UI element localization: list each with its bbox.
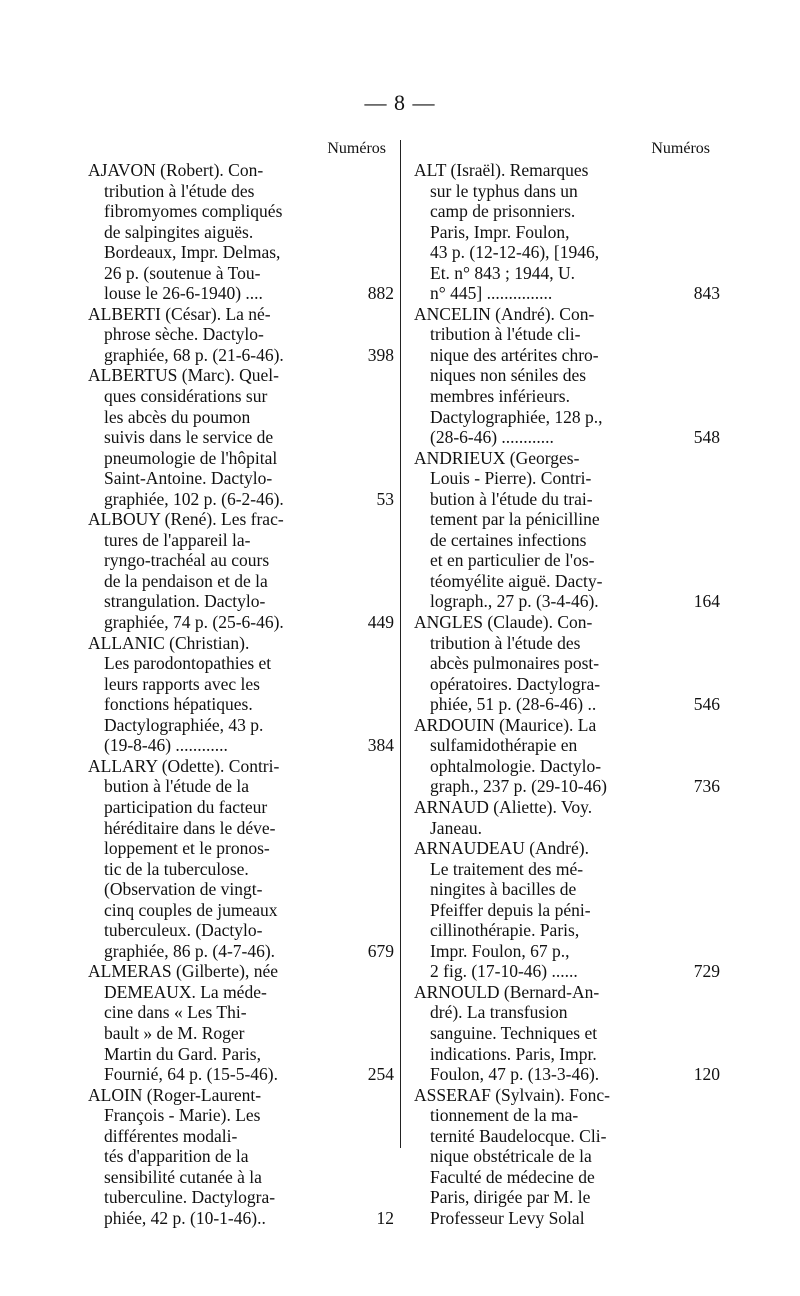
entry-line: abcès pulmonaires post- — [430, 653, 600, 674]
page-number: — 8 — — [364, 90, 436, 115]
entry-number: 729 — [693, 961, 720, 982]
entry-number: 12 — [376, 1207, 394, 1228]
index-entry — [88, 1084, 394, 1229]
entry-line: Professeur Levy Solal — [430, 1207, 585, 1228]
entry-line: (28-6-46) ............ — [430, 427, 554, 448]
entry-line: graphiée, 74 p. (25-6-46). — [104, 612, 284, 633]
index-entry — [88, 509, 394, 633]
entry-line: Pfeiffer depuis la péni- — [430, 899, 591, 920]
entry-line: dré). La transfusion — [430, 1002, 568, 1023]
entry-line: 43 p. (12-12-46), [1946, — [430, 242, 600, 263]
index-entry — [414, 1085, 712, 1229]
entry-line: cinq couples de jumeaux — [104, 899, 278, 920]
entry-line: ANDRIEUX (Georges- — [414, 447, 580, 468]
entry-line: graphiée, 102 p. (6-2-46). — [104, 488, 284, 509]
entry-line: Janeau. — [430, 817, 482, 838]
entry-number: 449 — [367, 612, 394, 633]
index-entry — [88, 365, 394, 509]
index-entry — [414, 447, 720, 612]
entry-line: ternité Baudelocque. Cli- — [430, 1125, 607, 1146]
entry-line: différentes modali- — [104, 1125, 238, 1146]
index-entry — [88, 961, 394, 1085]
entry-line: ophtalmologie. Dactylo- — [430, 755, 602, 776]
entry-line: tribution à l'étude des — [104, 180, 255, 201]
entry-line: cillinothérapie. Paris, — [430, 920, 580, 941]
entry-line: indications. Paris, Impr. — [430, 1043, 597, 1064]
entry-number: 679 — [367, 940, 394, 961]
entry-line: Foulon, 47 p. (13-3-46). — [430, 1064, 600, 1085]
entry-line: François - Marie). Les — [104, 1105, 261, 1126]
entry-line: graphiée, 68 p. (21-6-46). — [104, 344, 284, 365]
entry-number: 120 — [693, 1064, 720, 1085]
entry-number: 546 — [693, 694, 720, 715]
entry-list — [414, 160, 720, 1228]
entry-line: ARNOULD (Bernard-An- — [414, 981, 600, 1002]
entry-line: ARDOUIN (Maurice). La — [414, 714, 597, 735]
entry-line: 26 p. (soutenue à Tou- — [104, 262, 261, 283]
entry-line: phiée, 51 p. (28-6-46) .. — [430, 694, 597, 715]
entry-line: Dactylographiée, 43 p. — [104, 714, 264, 735]
entry-number: 736 — [693, 776, 720, 797]
entry-line: tic de la tuberculose. — [104, 858, 249, 879]
entry-line: ALLANIC (Christian). — [88, 632, 250, 653]
entry-line: bution à l'étude de la — [104, 776, 250, 797]
index-entry — [414, 797, 712, 838]
entry-line: Louis - Pierre). Contri- — [430, 468, 592, 489]
entry-line: loppement et le pronos- — [104, 838, 270, 859]
entry-line: Dactylographiée, 128 p., — [430, 406, 603, 427]
entry-number: 384 — [367, 735, 394, 756]
entry-line: lograph., 27 p. (3-4-46). — [430, 591, 599, 612]
entry-line: ANGLES (Claude). Con- — [414, 612, 593, 633]
index-entry — [414, 838, 720, 982]
entry-line: Faculté de médecine de — [430, 1166, 595, 1187]
entry-line: ALBOUY (René). Les frac- — [88, 509, 284, 530]
entry-line: Paris, Impr. Foulon, — [430, 221, 570, 242]
entry-line: DEMEAUX. La méde- — [104, 981, 267, 1002]
index-entry — [414, 981, 720, 1085]
entry-line: strangulation. Dactylo- — [104, 591, 266, 612]
entry-line: Les parodontopathies et — [104, 653, 272, 674]
entry-line: ASSERAF (Sylvain). Fonc- — [414, 1084, 610, 1105]
entry-line: n° 445] ............... — [430, 283, 553, 304]
entry-number: 254 — [367, 1064, 394, 1085]
entry-line: opératoires. Dactylogra- — [430, 673, 601, 694]
entry-line: nique obstétricale de la — [430, 1146, 592, 1167]
entry-line: tures de l'appareil la- — [104, 529, 251, 550]
entry-line: fonctions hépatiques. — [104, 694, 253, 715]
entry-number: 882 — [367, 283, 394, 304]
entry-line: Bordeaux, Impr. Delmas, — [104, 242, 281, 263]
index-entry — [414, 714, 720, 797]
entry-line: (Observation de vingt- — [104, 879, 263, 900]
entry-line: AJAVON (Robert). Con- — [88, 160, 264, 180]
entry-number: 843 — [693, 283, 720, 304]
entry-number: 548 — [693, 427, 720, 448]
entry-line: Fournié, 64 p. (15-5-46). — [104, 1064, 279, 1085]
index-entry — [414, 303, 720, 448]
entry-line: Paris, dirigée par M. le — [430, 1187, 591, 1208]
entry-line: suivis dans le service de — [104, 427, 274, 448]
entry-number: 164 — [693, 591, 720, 612]
entry-line: 2 fig. (17-10-46) ...... — [430, 961, 578, 982]
entry-line: tement par la pénicilline — [430, 509, 600, 530]
entry-line: participation du facteur — [104, 796, 268, 817]
entry-line: les abcès du poumon — [104, 406, 251, 427]
entry-line: nique des artérites chro- — [430, 344, 599, 365]
entry-line: de salpingites aiguës. — [104, 221, 254, 242]
entry-line: tés d'apparition de la — [104, 1146, 249, 1167]
column-header: Numéros — [327, 140, 386, 157]
entry-line: Martin du Gard. Paris, — [104, 1043, 261, 1064]
entry-line: Saint-Antoine. Dactylo- — [104, 468, 273, 489]
entry-line: Le traitement des mé- — [430, 858, 584, 879]
entry-line: sensibilité cutanée à la — [104, 1166, 262, 1187]
entry-line: ALBERTUS (Marc). Quel- — [88, 365, 279, 386]
entry-number: 398 — [367, 344, 394, 365]
entry-line: (19-8-46) ............ — [104, 735, 228, 756]
entry-line: tionnement de la ma- — [430, 1105, 579, 1126]
entry-line: graph., 237 p. (29-10-46) — [430, 776, 607, 797]
right-column — [414, 138, 720, 1228]
index-entry — [88, 632, 394, 756]
entry-line: ARNAUD (Aliette). Voy. — [414, 796, 593, 817]
entry-line: de certaines infections — [430, 529, 587, 550]
entry-line: cine dans « Les Thi- — [104, 1002, 247, 1023]
entry-line: ARNAUDEAU (André). — [414, 838, 589, 859]
entry-line: de la pendaison et de la — [104, 570, 268, 591]
entry-line: Et. n° 843 ; 1944, U. — [430, 262, 576, 283]
entry-line: sanguine. Techniques et — [430, 1022, 598, 1043]
entry-line: héréditaire dans le déve- — [104, 817, 276, 838]
entry-line: phrose sèche. Dactylo- — [104, 324, 264, 345]
entry-line: phiée, 42 p. (10-1-46).. — [104, 1207, 266, 1228]
entry-line: tribution à l'étude des — [430, 632, 581, 653]
index-entry — [88, 755, 394, 961]
entry-line: louse le 26-6-1940) .... — [104, 283, 263, 304]
index-entry — [88, 303, 394, 366]
entry-line: tribution à l'étude cli- — [430, 324, 581, 345]
index-entry — [414, 612, 720, 715]
entry-line: ques considérations sur — [104, 386, 268, 407]
entry-line: sulfamidothérapie en — [430, 735, 578, 756]
entry-line: fibromyomes compliqués — [104, 201, 283, 222]
entry-list — [88, 160, 394, 1228]
entry-line: ALOIN (Roger-Laurent- — [88, 1084, 262, 1105]
entry-line: ANCELIN (André). Con- — [414, 303, 595, 324]
entry-line: ningites à bacilles de — [430, 879, 577, 900]
column-header: Numéros — [651, 140, 710, 157]
entry-number: 53 — [376, 488, 394, 509]
entry-line: sur le typhus dans un — [430, 180, 578, 201]
entry-line: ALLARY (Odette). Contri- — [88, 755, 280, 776]
entry-line: ALT (Israël). Remarques — [414, 160, 589, 180]
index-entry — [414, 160, 720, 304]
entry-line: tuberculeux. (Dactylo- — [104, 920, 263, 941]
entry-line: ryngo-trachéal au cours — [104, 550, 270, 571]
entry-line: Impr. Foulon, 67 p., — [430, 940, 570, 961]
entry-line: et en particulier de l'os- — [430, 550, 595, 571]
entry-line: bault » de M. Roger — [104, 1022, 245, 1043]
entry-line: téomyélite aiguë. Dacty- — [430, 570, 603, 591]
entry-line: leurs rapports avec les — [104, 673, 260, 694]
entry-line: camp de prisonniers. — [430, 201, 576, 222]
entry-line: ALBERTI (César). La né- — [88, 303, 271, 324]
entry-line: niques non séniles des — [430, 365, 587, 386]
entry-line: bution à l'étude du trai- — [430, 488, 593, 509]
column-divider — [400, 140, 401, 1148]
left-column — [88, 138, 394, 1228]
entry-line: tuberculine. Dactylogra- — [104, 1187, 276, 1208]
entry-line: ALMERAS (Gilberte), née — [88, 961, 279, 982]
entry-line: pneumologie de l'hôpital — [104, 447, 278, 468]
index-entry — [88, 160, 394, 304]
entry-line: graphiée, 86 p. (4-7-46). — [104, 940, 276, 961]
entry-line: membres inférieurs. — [430, 386, 570, 407]
